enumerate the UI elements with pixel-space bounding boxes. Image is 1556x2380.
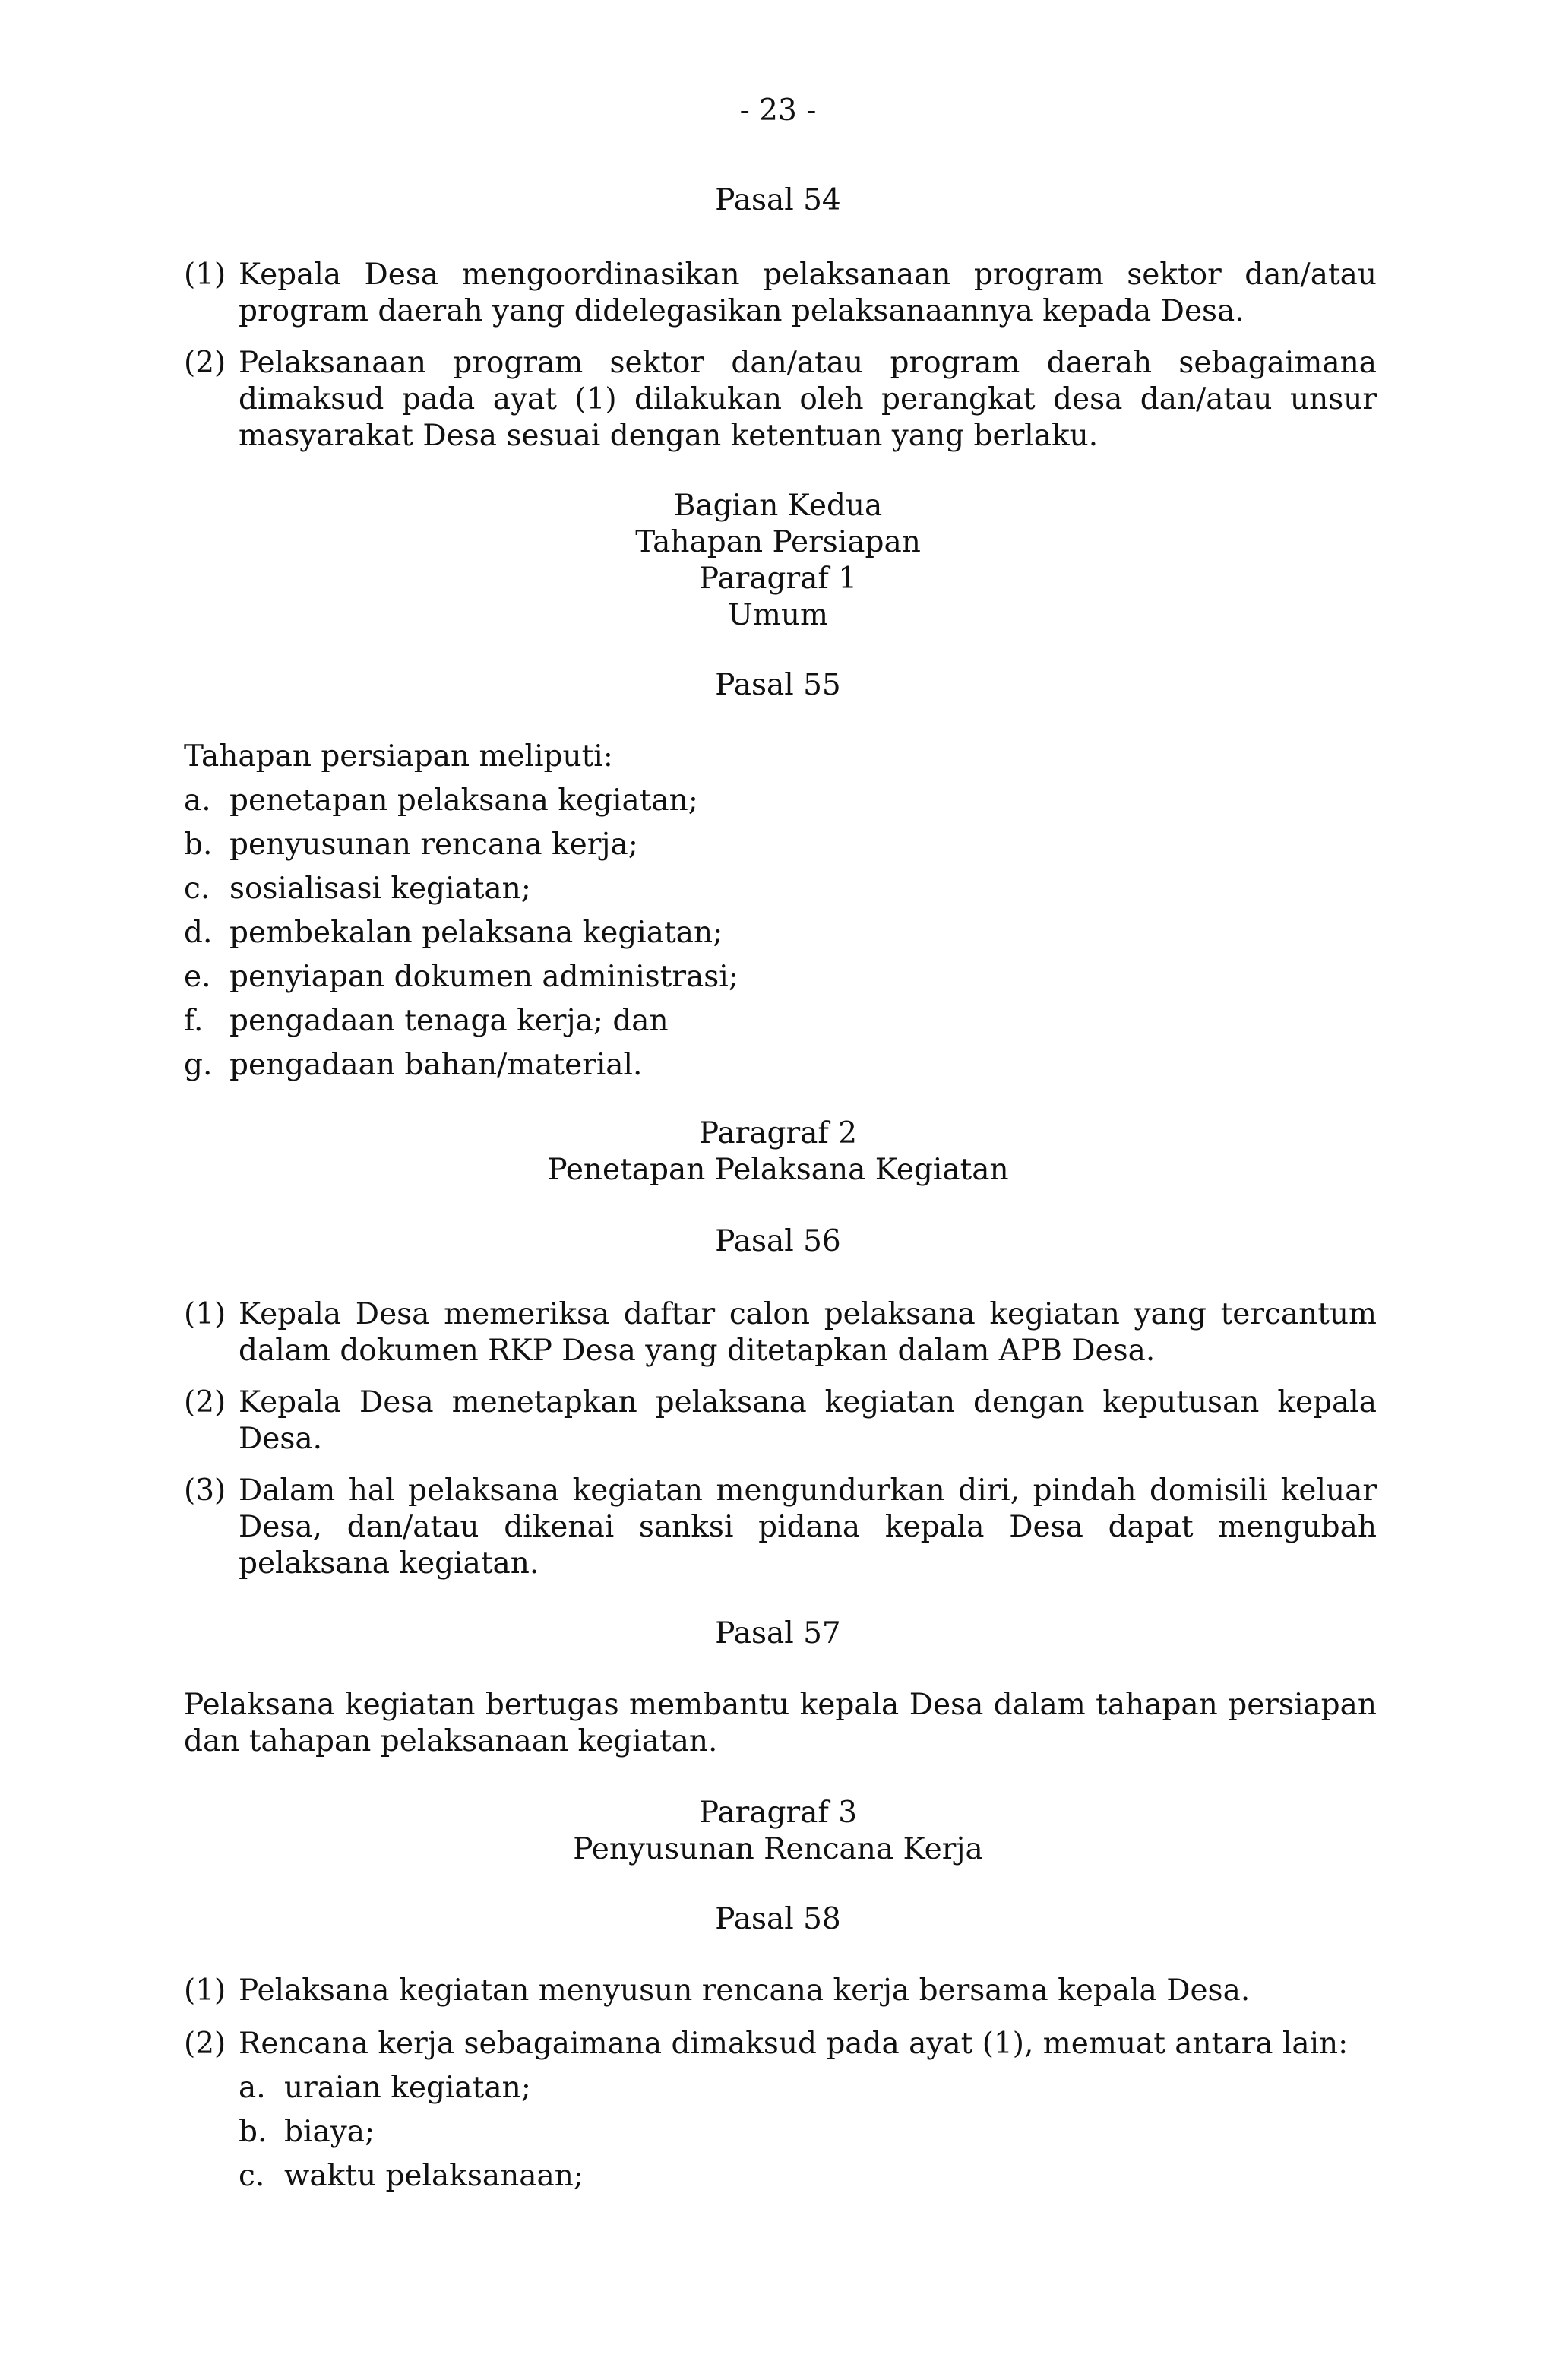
pasal-55-title: Pasal 55 xyxy=(715,668,841,702)
ayat-number: (1) xyxy=(184,1973,226,2008)
ayat-text: Kepala Desa mengoordinasikan pelaksanaan program sektor dan/atau program daerah yang didelegasikan pelaksanaannya kepada Desa. xyxy=(239,258,1377,328)
ayat-number: (1) xyxy=(184,1297,226,1331)
ayat-number: (1) xyxy=(184,258,226,292)
ayat-text: Pelaksanaan program sektor dan/atau program daerah sebagaimana dimaksud pada ayat (1) dilakukan oleh perangkat desa dan/atau unsur masyarakat Desa sesuai dengan ketentuan yang berlaku. xyxy=(239,346,1377,453)
list-text: penetapan pelaksana kegiatan; xyxy=(229,783,698,818)
ayat-number: (2) xyxy=(184,346,226,380)
pasal-56-ayat-3 xyxy=(184,1473,1377,1582)
list-text: penyiapan dokumen administrasi; xyxy=(229,960,738,994)
bagian-subheading: Tahapan Persiapan xyxy=(635,525,921,559)
ayat-number: (2) xyxy=(184,2027,226,2061)
list-label: b. xyxy=(184,828,213,862)
list-text: pengadaan tenaga kerja; dan xyxy=(229,1004,669,1038)
page-number: - 23 - xyxy=(739,93,817,128)
paragraf-3-subheading: Penyusunan Rencana Kerja xyxy=(573,1832,983,1866)
pasal-57-title: Pasal 57 xyxy=(715,1616,841,1650)
paragraf-heading: Paragraf 1 xyxy=(698,562,858,596)
pasal-54-title: Pasal 54 xyxy=(715,183,841,217)
pasal-56-ayat-2 xyxy=(184,1385,1377,1457)
bagian-heading: Bagian Kedua xyxy=(673,489,883,523)
ayat-text: Dalam hal pelaksana kegiatan mengundurkan diri, pindah domisili keluar Desa, dan/atau dikenai sanksi pidana kepala Desa dapat mengubah pelaksana kegiatan. xyxy=(239,1473,1377,1581)
list-label: f. xyxy=(184,1004,204,1038)
paragraf-subheading: Umum xyxy=(728,598,828,632)
list-label: a. xyxy=(239,2071,266,2105)
list-label: g. xyxy=(184,1048,213,1082)
list-text: sosialisasi kegiatan; xyxy=(229,872,531,906)
list-label: b. xyxy=(239,2115,267,2149)
pasal-55-intro: Tahapan persiapan meliputi: xyxy=(184,739,613,774)
pasal-56-ayat-1 xyxy=(184,1296,1377,1369)
ayat-number: (2) xyxy=(184,1385,226,1419)
list-label: c. xyxy=(239,2159,265,2193)
list-text: biaya; xyxy=(284,2115,375,2149)
pasal-54-ayat-2 xyxy=(184,345,1377,454)
list-label: c. xyxy=(184,872,210,906)
pasal-57-text: Pelaksana kegiatan bertugas membantu kepala Desa dalam tahapan persiapan dan tahapan pelaksanaan kegiatan. xyxy=(184,1688,1377,1758)
ayat-number: (3) xyxy=(184,1473,226,1508)
list-text: penyusunan rencana kerja; xyxy=(229,828,638,862)
paragraf-2-subheading: Penetapan Pelaksana Kegiatan xyxy=(547,1153,1009,1187)
ayat-text: Kepala Desa memeriksa daftar calon pelaksana kegiatan yang tercantum dalam dokumen RKP Desa yang ditetapkan dalam APB Desa. xyxy=(239,1297,1377,1368)
list-text: uraian kegiatan; xyxy=(284,2071,531,2105)
paragraf-3-heading: Paragraf 3 xyxy=(698,1796,858,1830)
pasal-54-ayat-1 xyxy=(184,257,1377,330)
pasal-56-title: Pasal 56 xyxy=(715,1224,841,1258)
ayat-text: Rencana kerja sebagaimana dimaksud pada ayat (1), memuat antara lain: xyxy=(239,2027,1349,2061)
list-text: pembekalan pelaksana kegiatan; xyxy=(229,916,723,950)
list-text: pengadaan bahan/material. xyxy=(229,1048,643,1082)
ayat-text: Pelaksana kegiatan menyusun rencana kerja bersama kepala Desa. xyxy=(239,1973,1251,2008)
list-label: a. xyxy=(184,783,211,818)
ayat-text: Kepala Desa menetapkan pelaksana kegiatan dengan keputusan kepala Desa. xyxy=(239,1385,1377,1456)
paragraf-2-heading: Paragraf 2 xyxy=(698,1116,858,1150)
list-label: d. xyxy=(184,916,213,950)
list-text: waktu pelaksanaan; xyxy=(284,2159,584,2193)
list-label: e. xyxy=(184,960,211,994)
pasal-58-title: Pasal 58 xyxy=(715,1902,841,1936)
